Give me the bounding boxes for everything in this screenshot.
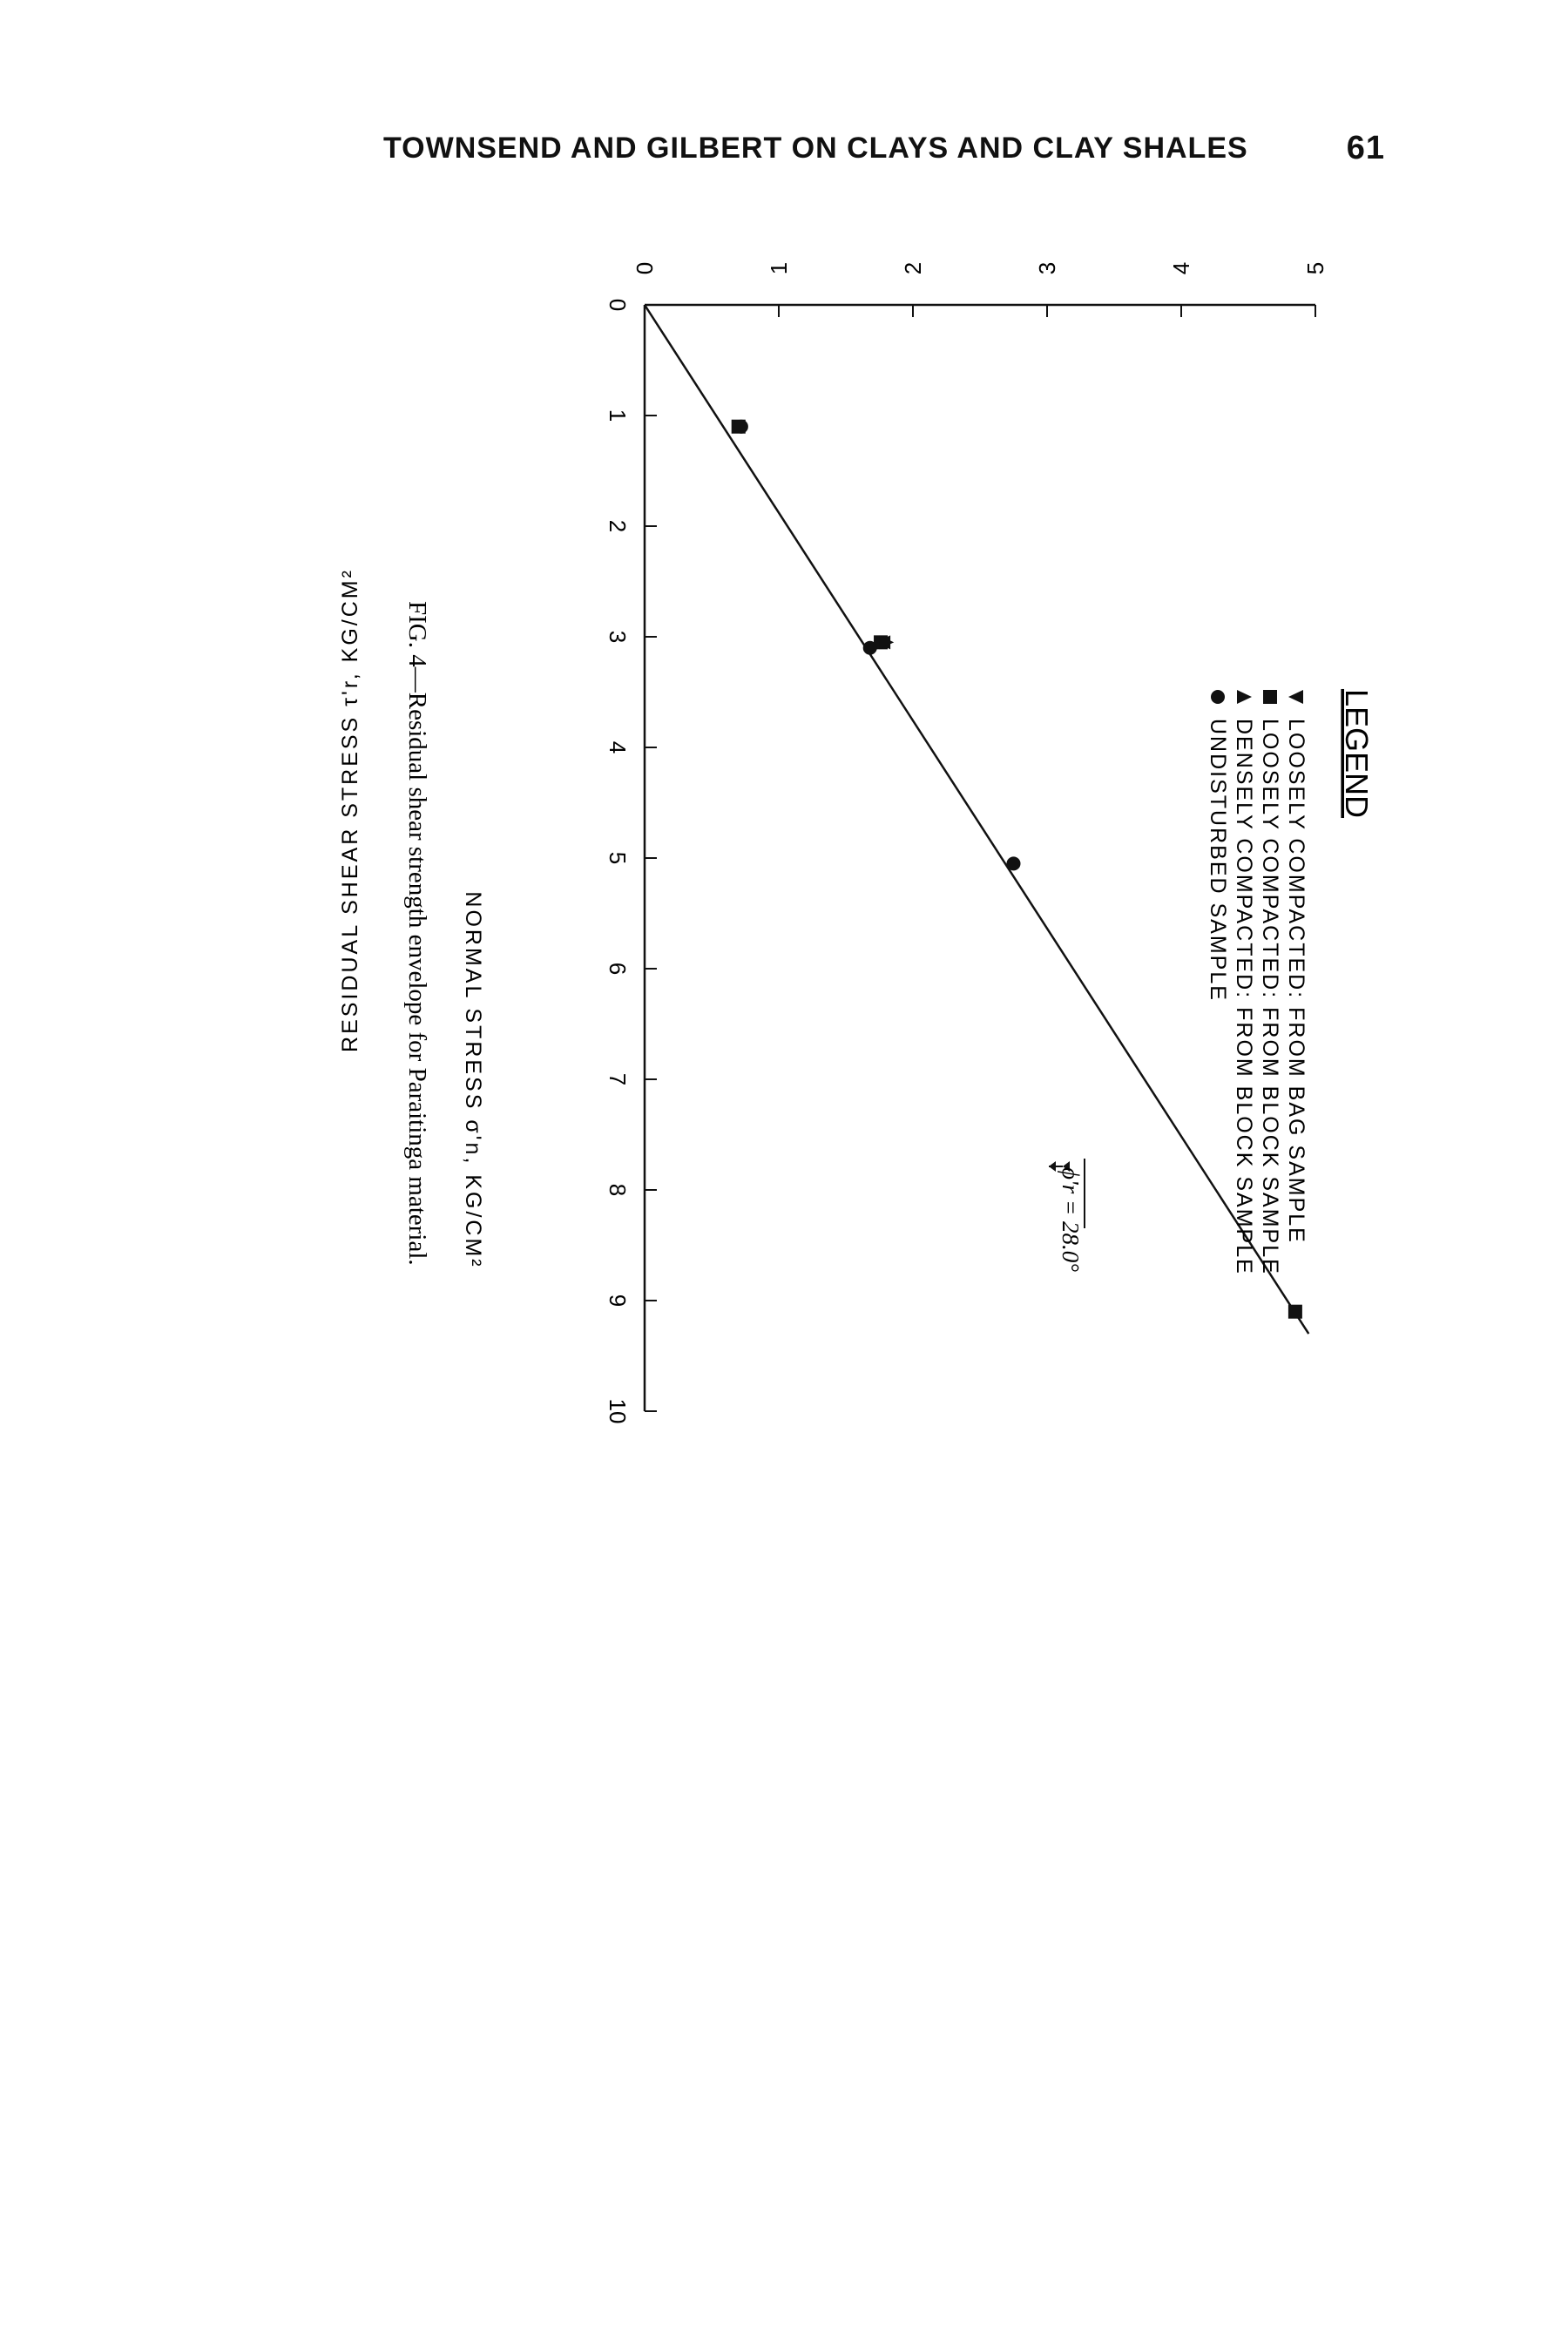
data-point-circle <box>1007 856 1021 870</box>
data-point-square <box>1288 1305 1302 1319</box>
legend-items <box>1206 690 1308 1275</box>
legend-title: LEGEND <box>1339 688 1375 819</box>
running-title: TOWNSEND AND GILBERT ON CLAYS AND CLAY SHALES <box>383 131 1248 165</box>
y-tick-label: 0 <box>632 261 658 275</box>
x-tick-label: 3 <box>605 630 631 644</box>
x-tick-label: 8 <box>605 1183 631 1197</box>
legend-marker-triangle-down <box>1288 690 1303 704</box>
legend-label: LOOSELY COMPACTED: FROM BLOCK SAMPLE <box>1258 719 1282 1275</box>
x-tick-label: 10 <box>605 1398 631 1424</box>
y-tick-label: 2 <box>900 261 926 275</box>
y-ticks <box>632 262 1328 317</box>
y-tick-label: 4 <box>1168 261 1194 275</box>
page-number: 61 <box>1346 129 1385 166</box>
landscape-frame <box>338 262 1375 1424</box>
legend-marker-circle <box>1211 690 1225 704</box>
x-tick-label: 5 <box>605 851 631 865</box>
legend <box>1206 689 1375 1275</box>
legend-label: UNDISTURBED SAMPLE <box>1206 719 1230 1002</box>
x-tick-label: 6 <box>605 962 631 976</box>
legend-marker-square <box>1263 690 1277 704</box>
figure-caption: FIG. 4—Residual shear strength envelope for Paraitinga material. <box>403 601 431 1266</box>
legend-label: DENSELY COMPACTED: FROM BLOCK SAMPLE <box>1232 719 1256 1275</box>
legend-label: LOOSELY COMPACTED: FROM BAG SAMPLE <box>1284 719 1308 1244</box>
x-tick-label: 0 <box>605 298 631 312</box>
y-tick-label: 1 <box>766 261 792 275</box>
x-tick-label: 1 <box>605 409 631 422</box>
y-tick-label: 5 <box>1302 261 1328 275</box>
angle-annotation <box>1049 1159 1085 1272</box>
y-tick-label: 3 <box>1034 261 1060 275</box>
x-tick-label: 2 <box>605 519 631 533</box>
data-point-circle <box>734 420 748 434</box>
y-axis-title: RESIDUAL SHEAR STRESS τ'r, KG/CM² <box>338 568 362 1052</box>
x-axis-title: NORMAL STRESS σ'n, KG/CM² <box>461 891 485 1269</box>
angle-label: ϕ'r = 28.0° <box>1058 1167 1084 1273</box>
x-tick-label: 9 <box>605 1294 631 1308</box>
data-point-circle <box>863 641 877 655</box>
x-ticks <box>605 299 657 1424</box>
annotation-arrow-down <box>1049 1161 1056 1172</box>
legend-marker-triangle-up <box>1237 690 1252 704</box>
x-tick-label: 4 <box>605 740 631 754</box>
x-tick-label: 7 <box>605 1072 631 1086</box>
